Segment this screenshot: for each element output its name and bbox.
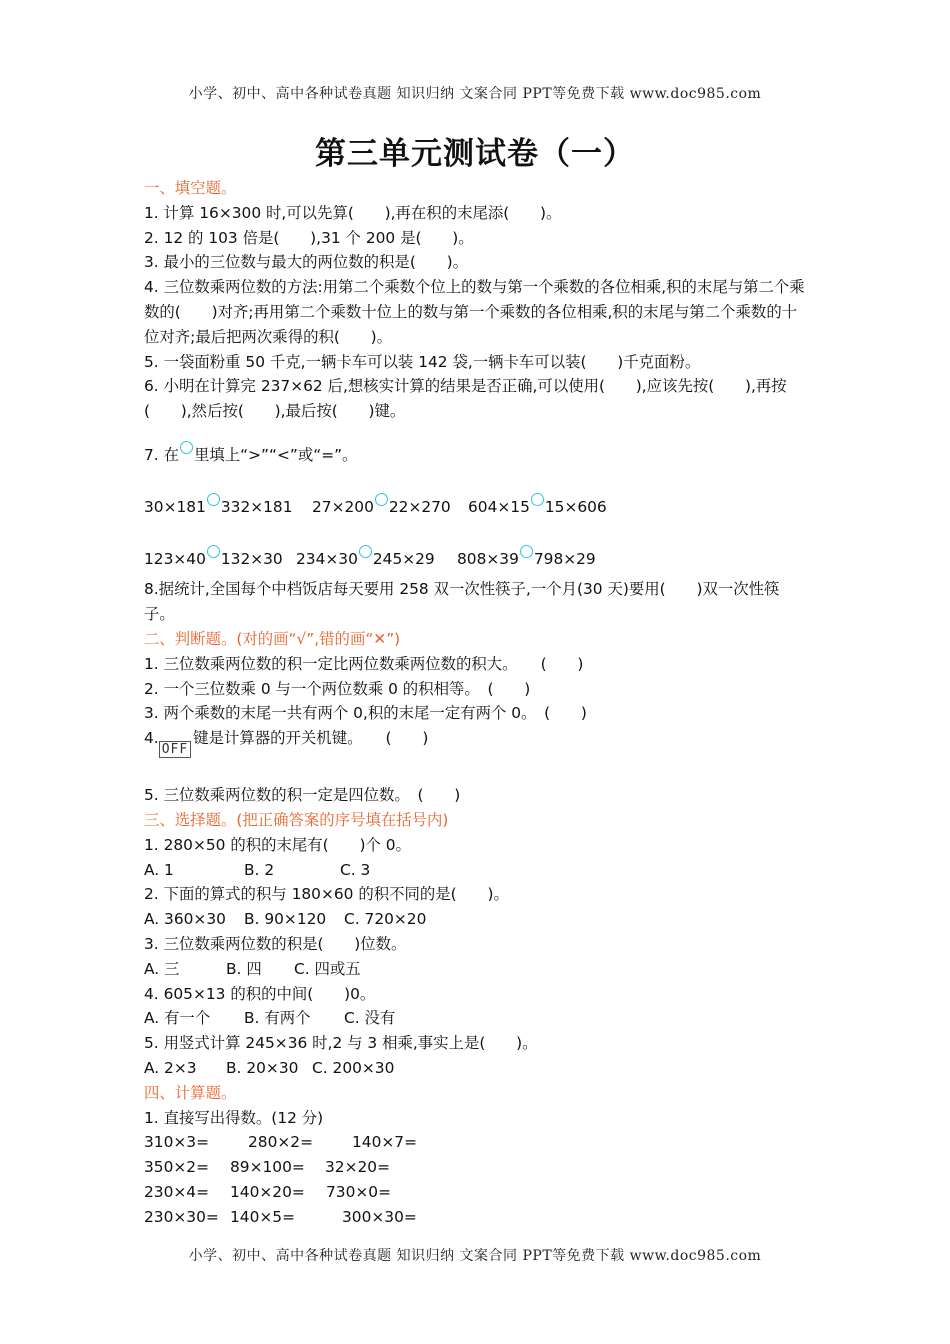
options-3-2 <box>144 907 810 932</box>
page-header: 小学、初中、高中各种试卷真题 知识归纳 文案合同 PPT等免费下载 www.doc985.com <box>188 86 762 102</box>
section-heading-true-false: 二、判断题。(对的画“√”,错的画“✕”) <box>144 629 401 648</box>
answer-circle-icon[interactable] <box>520 545 533 558</box>
question-1-4: 4. 三位数乘两位数的方法:用第二个乘数个位上的数与第一个乘数的各位相乘,积的末尾与第二个乘数的( )对齐;再用第二个乘数十位上的数与第一个乘数的各位相乘,积的末尾与第二个乘数的十位对齐;最后把两次乘得的积( )。 <box>144 278 805 346</box>
option-a: A. 1 <box>144 860 174 879</box>
question-1-7-prefix: 7. 在 <box>144 445 179 464</box>
answer-circle-icon[interactable] <box>359 545 372 558</box>
circle-icon <box>180 441 193 454</box>
calc-row-3 <box>144 1180 810 1205</box>
option-b: B. 90×120 <box>244 910 327 929</box>
option-a: A. 三 <box>144 959 180 978</box>
page-footer: 小学、初中、高中各种试卷真题 知识归纳 文案合同 PPT等免费下载 www.doc985.com <box>188 1248 762 1264</box>
compare-row-2 <box>144 545 810 572</box>
calc-item: 280×2= <box>248 1133 313 1152</box>
option-c: C. 720×20 <box>344 910 427 929</box>
compare-right: 132×30 <box>220 549 283 568</box>
calc-item: 300×30= <box>342 1207 417 1226</box>
off-key-icon: OFF <box>159 741 191 758</box>
option-b: B. 20×30 <box>226 1058 299 1077</box>
option-b: B. 四 <box>226 959 262 978</box>
compare-item <box>457 545 596 572</box>
question-2-4 <box>144 726 810 758</box>
option-c: C. 没有 <box>344 1009 396 1028</box>
question-2-4-suffix: 键是计算器的开关机键。 ( ) <box>193 729 429 748</box>
calc-item: 140×20= <box>230 1182 305 1201</box>
compare-item <box>144 545 296 572</box>
calc-item: 89×100= <box>230 1158 305 1177</box>
question-3-4: 4. 605×13 的积的中间( )0。 <box>144 984 376 1003</box>
calc-item: 350×2= <box>144 1158 209 1177</box>
compare-item <box>312 493 468 520</box>
question-4-1: 1. 直接写出得数。(12 分) <box>144 1108 324 1127</box>
calc-row-1 <box>144 1130 810 1155</box>
compare-left: 808×39 <box>457 549 519 568</box>
option-a: A. 2×3 <box>144 1058 197 1077</box>
question-2-1: 1. 三位数乘两位数的积一定比两位数乘两位数的积大。 ( ) <box>144 654 584 673</box>
question-1-8: 8.据统计,全国每个中档饭店每天要用 258 双一次性筷子,一个月(30 天)要用( )双一次性筷子。 <box>144 580 780 624</box>
compare-right: 245×29 <box>372 549 435 568</box>
calc-item: 140×7= <box>352 1133 417 1152</box>
question-1-7 <box>144 441 810 468</box>
answer-circle-icon[interactable] <box>207 545 220 558</box>
question-3-3: 3. 三位数乘两位数的积是( )位数。 <box>144 934 407 953</box>
calc-item: 230×30= <box>144 1207 219 1226</box>
compare-right: 332×181 <box>220 497 293 516</box>
compare-right: 22×270 <box>388 497 451 516</box>
question-1-5: 5. 一袋面粉重 50 千克,一辆卡车可以装 142 袋,一辆卡车可以装( )千克面粉。 <box>144 352 701 371</box>
question-1-2: 2. 12 的 103 倍是( ),31 个 200 是( )。 <box>144 228 474 247</box>
question-2-2: 2. 一个三位数乘 0 与一个两位数乘 0 的积相等。 ( ) <box>144 679 531 698</box>
answer-circle-icon[interactable] <box>531 493 544 506</box>
options-3-3 <box>144 957 810 982</box>
question-2-5: 5. 三位数乘两位数的积一定是四位数。 ( ) <box>144 786 461 805</box>
option-c: C. 四或五 <box>294 959 361 978</box>
calc-row-4 <box>144 1205 810 1230</box>
calc-item: 140×5= <box>230 1207 295 1226</box>
compare-item <box>144 493 312 520</box>
options-3-1 <box>144 858 810 883</box>
compare-item <box>468 493 607 520</box>
calc-item: 310×3= <box>144 1133 209 1152</box>
question-3-5: 5. 用竖式计算 245×36 时,2 与 3 相乘,事实上是( )。 <box>144 1034 538 1053</box>
question-1-3: 3. 最小的三位数与最大的两位数的积是( )。 <box>144 253 469 272</box>
calc-row-2 <box>144 1155 810 1180</box>
option-c: C. 200×30 <box>312 1058 395 1077</box>
compare-item <box>296 545 457 572</box>
question-2-3: 3. 两个乘数的末尾一共有两个 0,积的末尾一定有两个 0。 ( ) <box>144 704 587 723</box>
option-b: B. 有两个 <box>244 1009 311 1028</box>
compare-right: 15×606 <box>544 497 607 516</box>
question-3-1: 1. 280×50 的积的末尾有( )个 0。 <box>144 835 411 854</box>
question-1-1: 1. 计算 16×300 时,可以先算( ),再在积的末尾添( )。 <box>144 203 562 222</box>
option-b: B. 2 <box>244 860 275 879</box>
section-heading-fill-blank: 一、填空题。 <box>144 179 237 197</box>
calc-item: 730×0= <box>326 1182 391 1201</box>
compare-left: 604×15 <box>468 497 530 516</box>
exam-content <box>144 176 810 1229</box>
calc-item: 32×20= <box>325 1158 390 1177</box>
question-1-6: 6. 小明在计算完 237×62 后,想核实计算的结果是否正确,可以使用( ),应该先按( ),再按( ),然后按( ),最后按( )键。 <box>144 377 787 421</box>
compare-left: 30×181 <box>144 497 206 516</box>
section-heading-calculation: 四、计算题。 <box>144 1083 237 1102</box>
answer-circle-icon[interactable] <box>375 493 388 506</box>
answer-circle-icon[interactable] <box>207 493 220 506</box>
section-heading-multiple-choice: 三、选择题。(把正确答案的序号填在括号内) <box>144 810 449 829</box>
option-c: C. 3 <box>340 860 371 879</box>
compare-left: 234×30 <box>296 549 358 568</box>
compare-left: 123×40 <box>144 549 206 568</box>
calc-item: 230×4= <box>144 1182 209 1201</box>
option-a: A. 360×30 <box>144 910 226 929</box>
page-title: 第三单元测试卷（一） <box>315 136 635 172</box>
question-2-4-prefix: 4. <box>144 729 159 748</box>
compare-left: 27×200 <box>312 497 374 516</box>
question-3-2: 2. 下面的算式的积与 180×60 的积不同的是( )。 <box>144 885 509 904</box>
option-a: A. 有一个 <box>144 1009 211 1028</box>
question-1-7-suffix: 里填上“>”“<”或“=”。 <box>193 445 358 464</box>
compare-right: 798×29 <box>533 549 596 568</box>
options-3-4 <box>144 1006 810 1031</box>
options-3-5 <box>144 1056 810 1081</box>
compare-row-1 <box>144 493 810 520</box>
